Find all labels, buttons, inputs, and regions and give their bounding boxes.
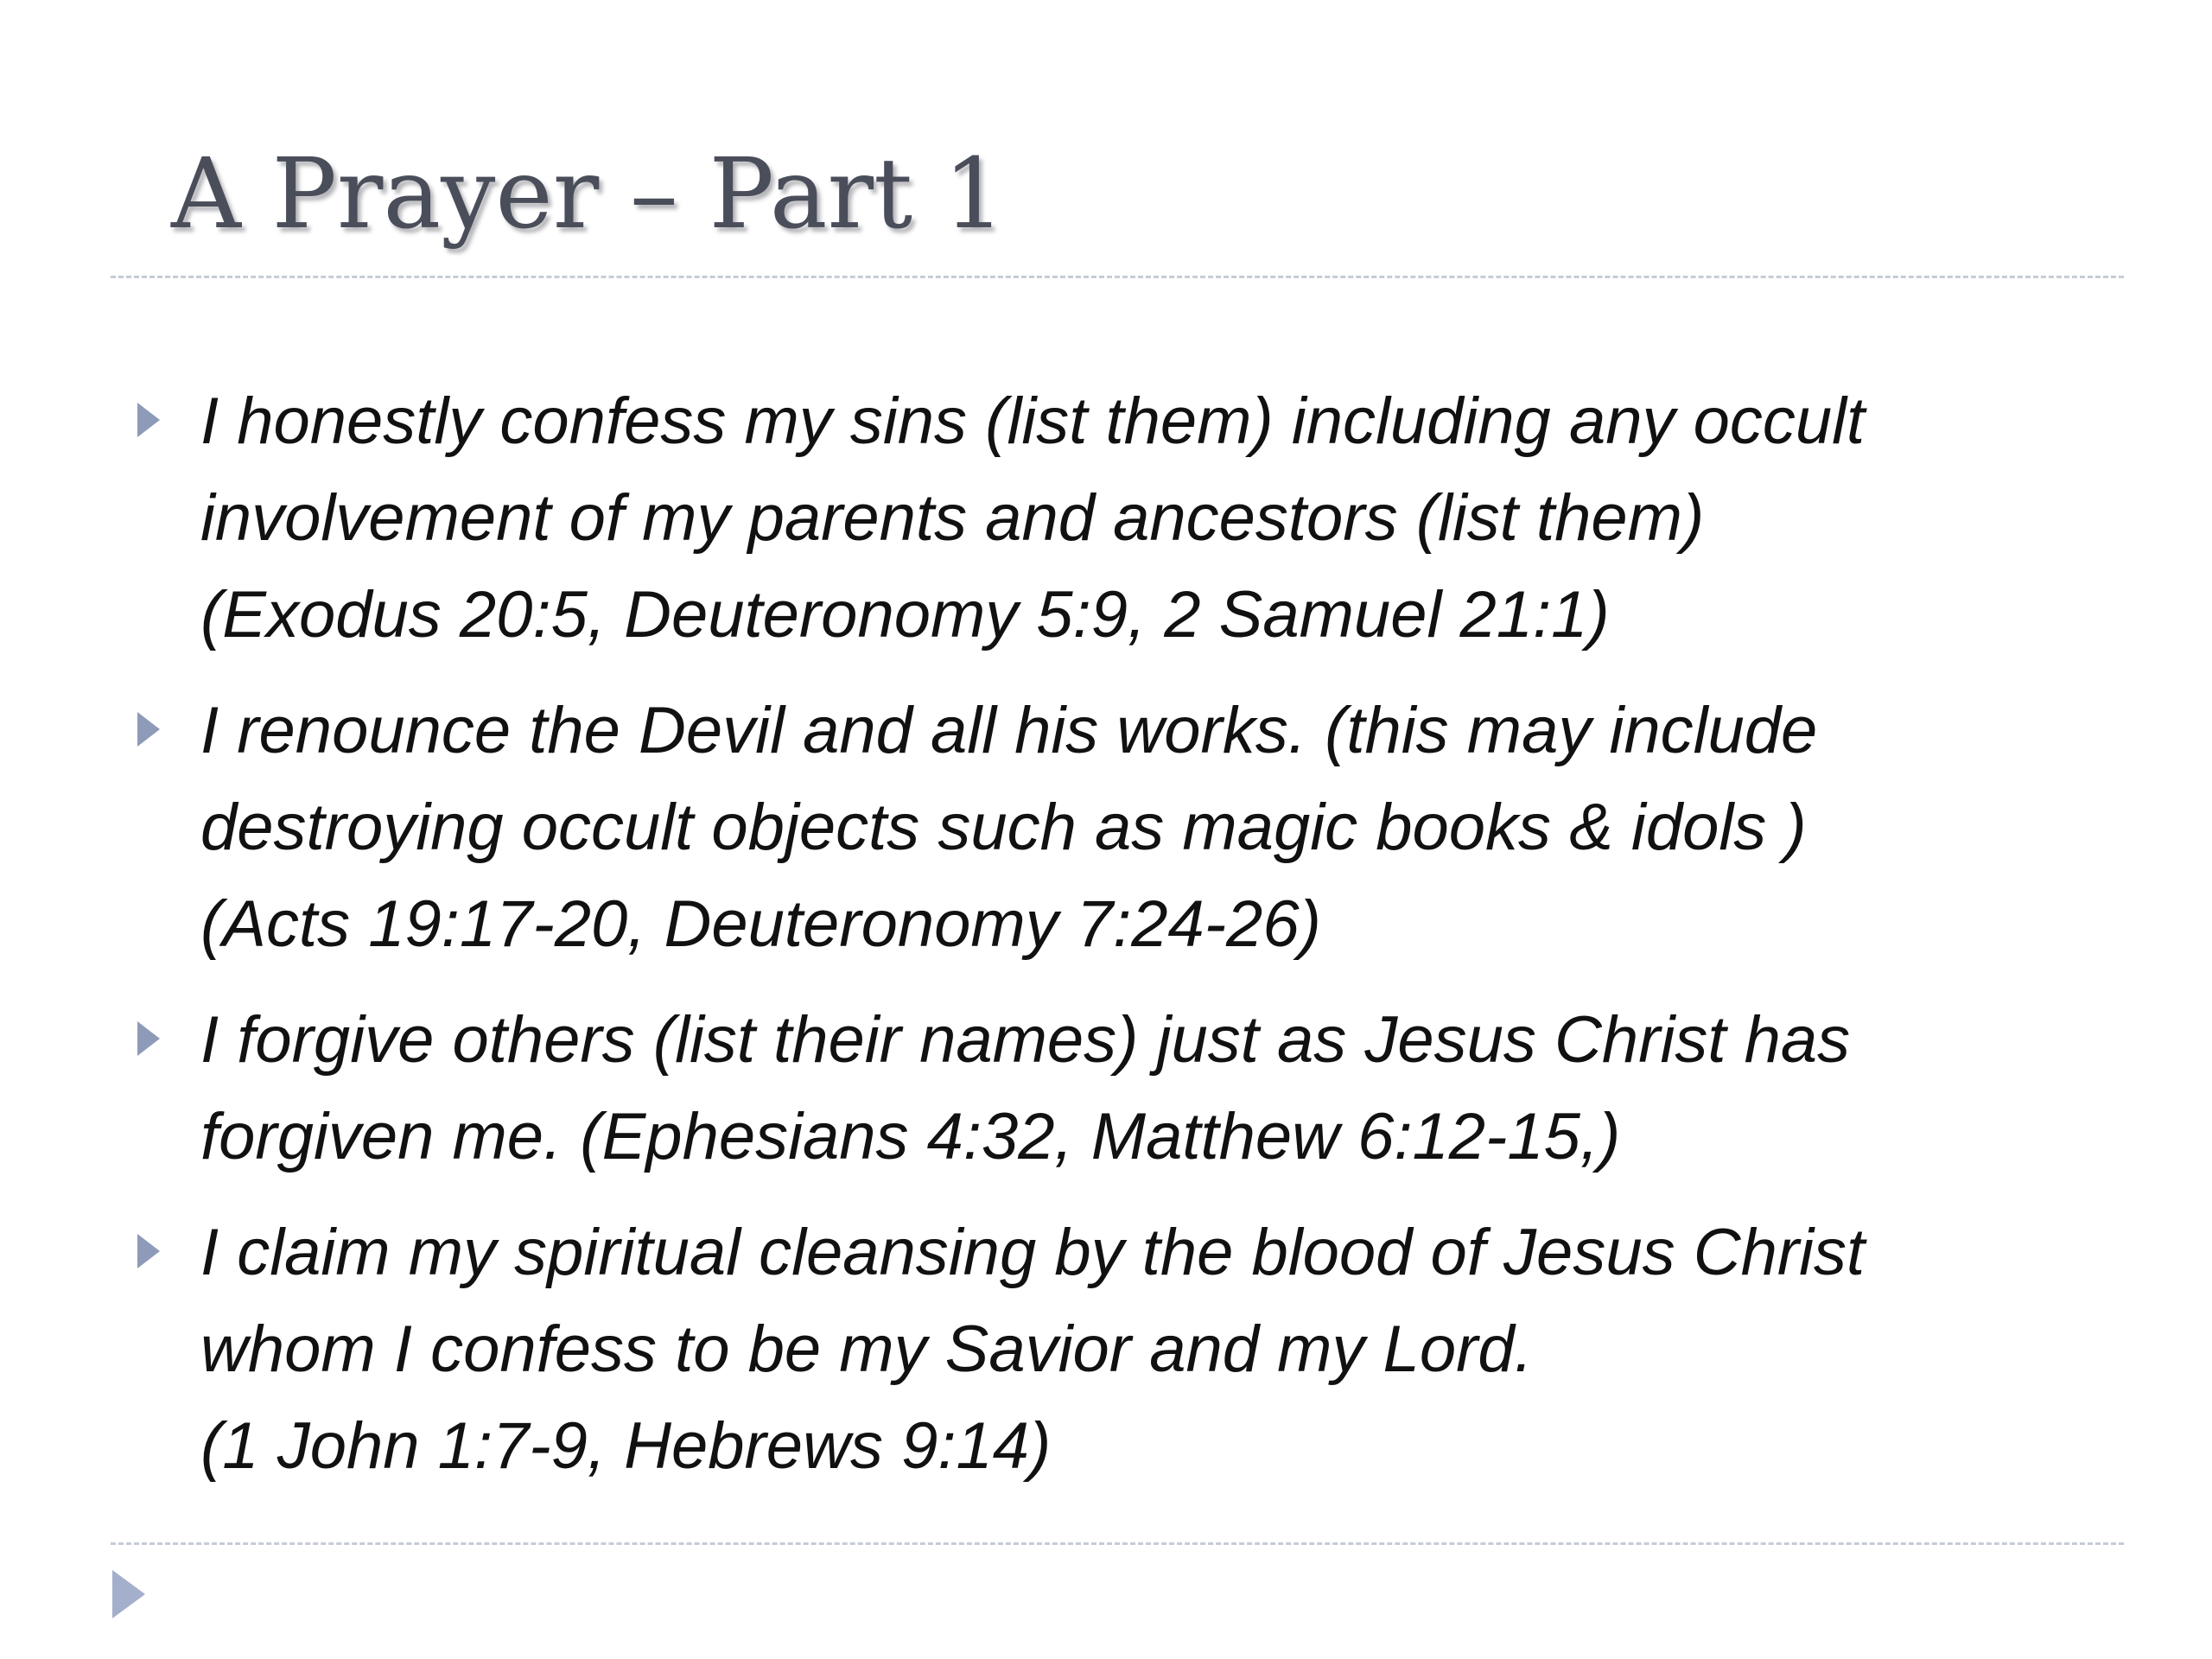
bullet-item-confess (131, 373, 2119, 664)
slide-title: A Prayer – Part 1 (171, 138, 1005, 251)
bullet-text-line: I forgive others (list their names) just as Jesus Christ has (200, 1003, 1851, 1077)
footer-divider (111, 1542, 2124, 1545)
bullet-item-claim (131, 1205, 2119, 1495)
triangle-right-icon (137, 1021, 160, 1056)
title-divider (111, 276, 2124, 278)
bullet-text-line: I renounce the Devil and all his works. (this may include (200, 694, 1818, 767)
triangle-right-icon (137, 1234, 160, 1268)
bullet-item-forgive (131, 992, 2119, 1185)
bullet-text-line: forgiven me. (Ephesians 4:32, Matthew 6:12-15,) (200, 1100, 1621, 1173)
triangle-right-icon (137, 403, 160, 437)
bullet-list (131, 373, 2119, 1514)
bullet-text-line: destroying occult objects such as magic books & idols ) (200, 791, 1807, 864)
footer-triangle-right-icon (112, 1570, 145, 1618)
bullet-text-line: I honestly confess my sins (list them) including any occult (200, 385, 1866, 458)
bullet-text-line: I claim my spiritual cleansing by the blood of Jesus Christ (200, 1216, 1866, 1289)
bullet-text-line: involvement of my parents and ancestors (list them) (200, 481, 1705, 555)
bullet-text-line: (Acts 19:17-20, Deuteronomy 7:24-26) (200, 887, 1321, 961)
bullet-item-renounce (131, 683, 2119, 973)
bullet-text-line: (1 John 1:7-9, Hebrews 9:14) (200, 1409, 1052, 1483)
triangle-right-icon (137, 712, 160, 747)
bullet-text-line: whom I confess to be my Savior and my Lord. (200, 1313, 1533, 1386)
bullet-text-line: (Exodus 20:5, Deuteronomy 5:9, 2 Samuel 21:1) (200, 578, 1610, 652)
